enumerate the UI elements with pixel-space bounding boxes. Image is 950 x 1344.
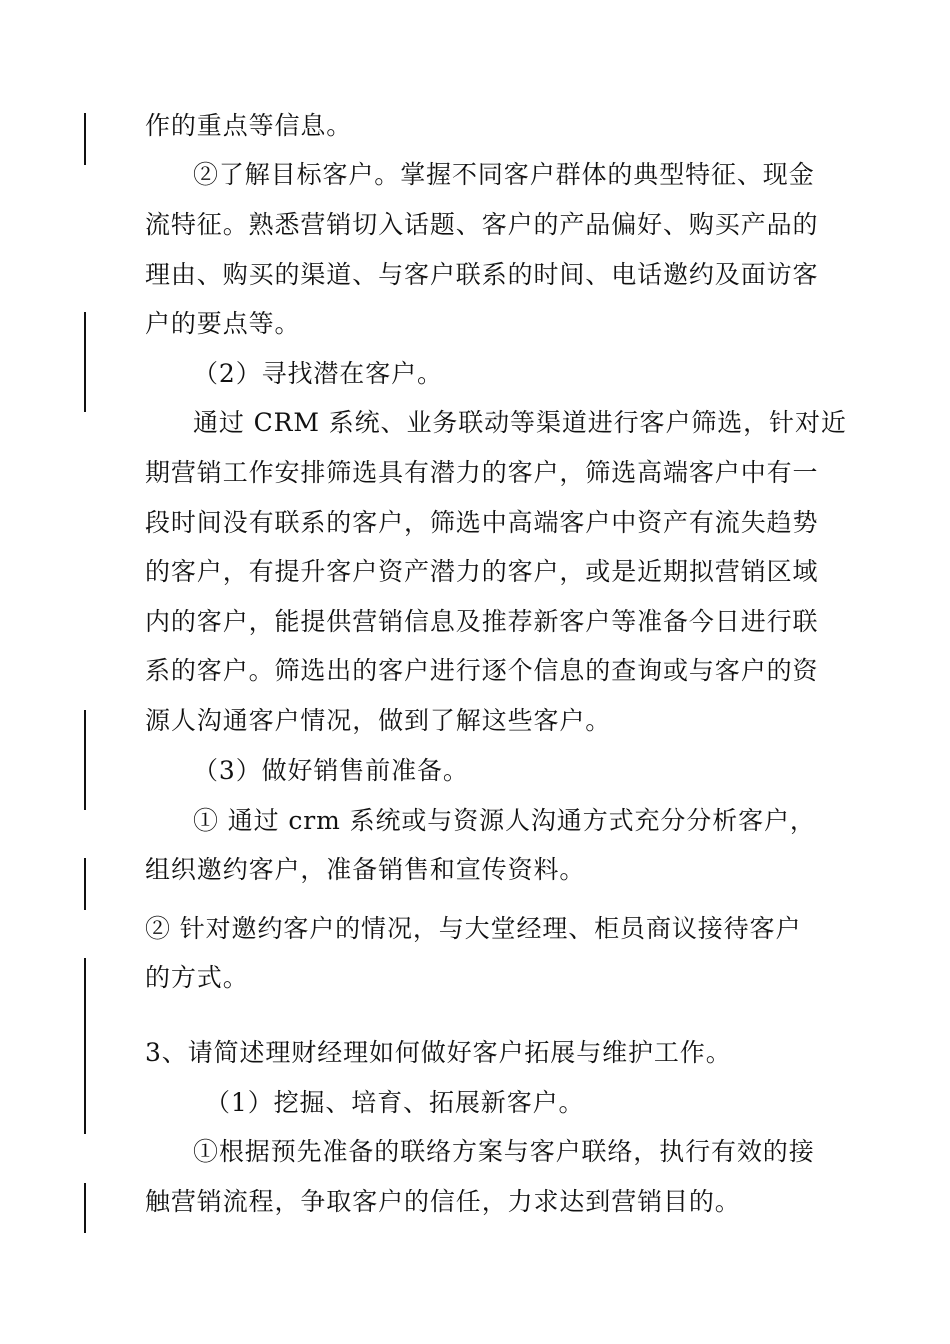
text-line: 的方式。 — [145, 963, 249, 992]
text-line: 段时间没有联系的客户，筛选中高端客户中资产有流失趋势 — [145, 508, 819, 537]
text-line: 流特征。熟悉营销切入话题、客户的产品偏好、购买产品的 — [145, 210, 819, 239]
revision-bar — [84, 113, 86, 165]
text-line: ②了解目标客户。掌握不同客户群体的典型特征、现金 — [193, 160, 815, 189]
text-line: 通过 CRM 系统、业务联动等渠道进行客户筛选，针对近 — [193, 408, 847, 437]
text-line: 户的要点等。 — [145, 309, 301, 338]
text-line: 内的客户，能提供营销信息及推荐新客户等准备今日进行联 — [145, 607, 819, 636]
revision-bar — [84, 858, 86, 910]
text-line: 组织邀约客户，准备销售和宣传资料。 — [145, 855, 586, 884]
text-line: ① 通过 crm 系统或与资源人沟通方式充分分析客户， — [193, 806, 816, 835]
text-line: ② 针对邀约客户的情况，与大堂经理、柜员商议接待客户 — [145, 914, 802, 943]
question-heading: 3、请简述理财经理如何做好客户拓展与维护工作。 — [145, 1038, 732, 1067]
text-line: 系的客户。筛选出的客户进行逐个信息的查询或与客户的资 — [145, 656, 819, 685]
text-line: 作的重点等信息。 — [145, 111, 353, 140]
revision-bar — [84, 1183, 86, 1233]
revision-bar — [84, 312, 86, 412]
section-heading: （2）寻找潜在客户。 — [193, 359, 443, 388]
text-line: 的客户，有提升客户资产潜力的客户，或是近期拟营销区域 — [145, 557, 819, 586]
text-line: 理由、购买的渠道、与客户联系的时间、电话邀约及面访客 — [145, 260, 819, 289]
text-line: 触营销流程，争取客户的信任，力求达到营销目的。 — [145, 1187, 741, 1216]
revision-bar — [84, 710, 86, 810]
text-line: ①根据预先准备的联络方案与客户联络，执行有效的接 — [193, 1137, 815, 1166]
section-heading: （1）挖掘、培育、拓展新客户。 — [205, 1088, 585, 1117]
section-heading: （3）做好销售前准备。 — [193, 756, 469, 785]
revision-bar — [84, 958, 86, 1134]
text-line: 源人沟通客户情况，做到了解这些客户。 — [145, 706, 612, 735]
text-line: 期营销工作安排筛选具有潜力的客户，筛选高端客户中有一 — [145, 458, 819, 487]
